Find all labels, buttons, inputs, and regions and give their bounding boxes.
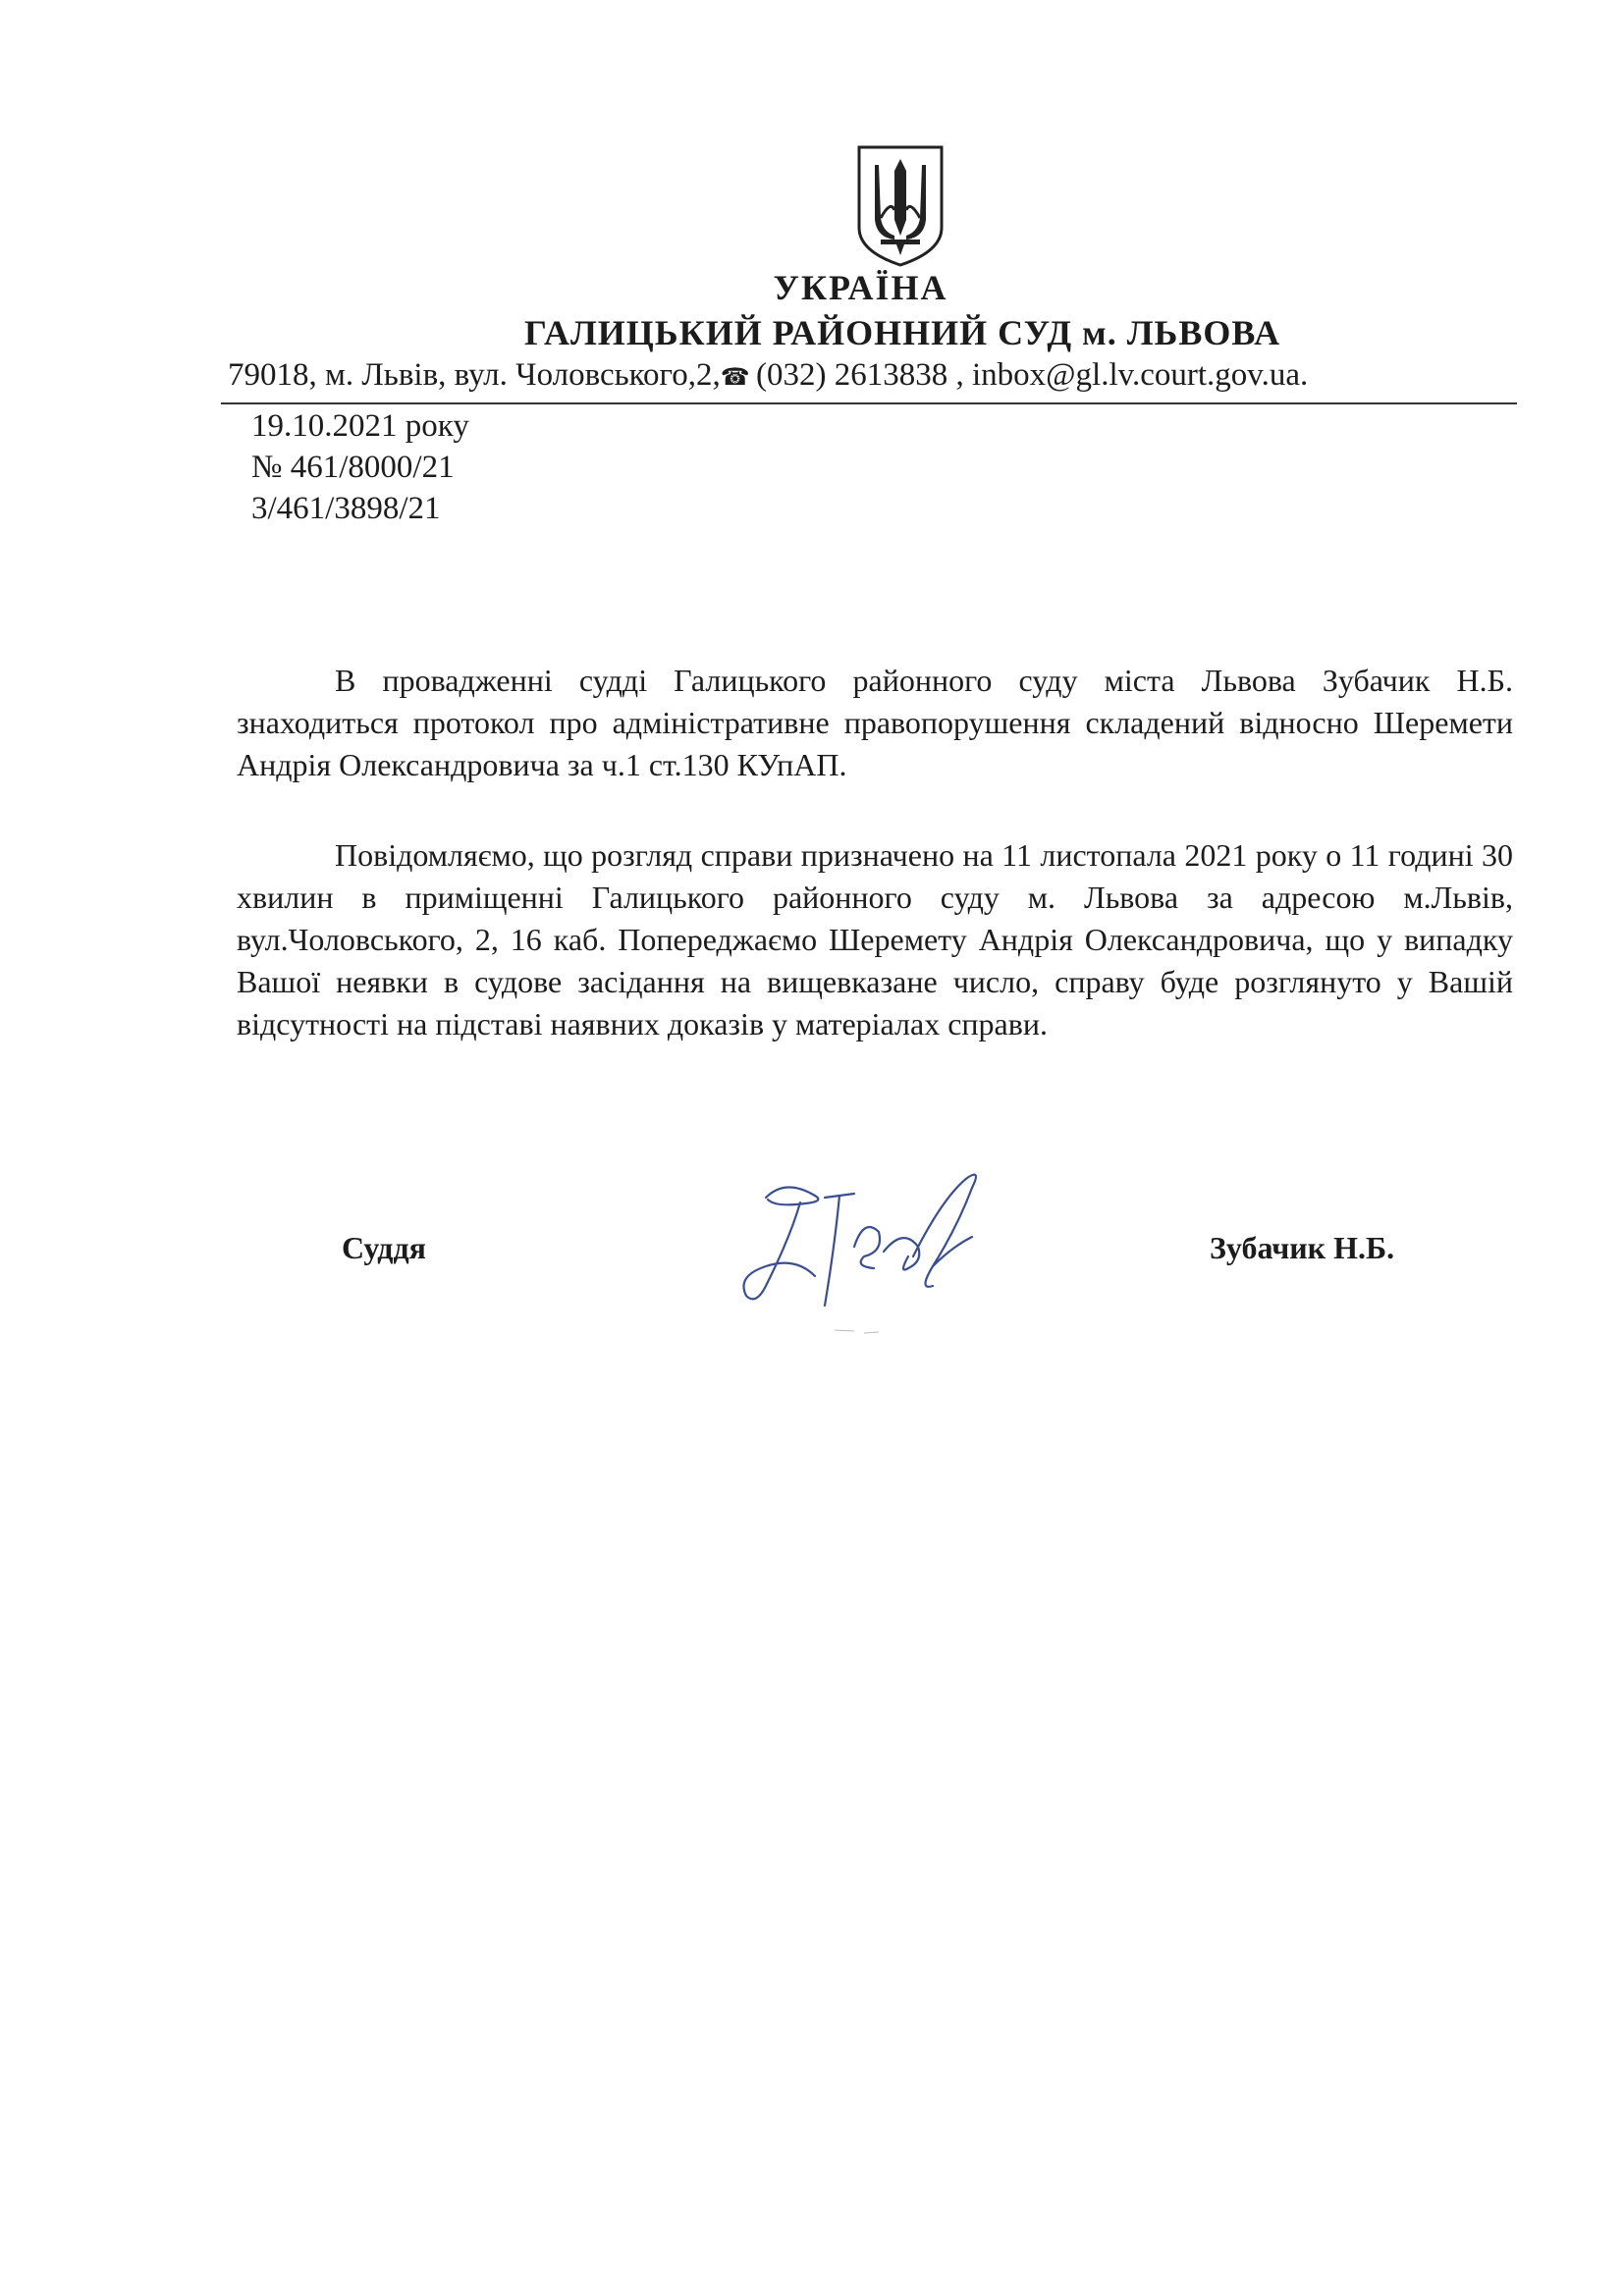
court-heading: ГАЛИЦЬКИЙ РАЙОННИЙ СУД м. ЛЬВОВА (524, 313, 1281, 352)
handwritten-signature (707, 1158, 1021, 1355)
court-address: 79018, м. Львів, вул. Чоловського,2, (228, 357, 721, 393)
header-divider (221, 402, 1517, 404)
telephone-icon: ☎ (720, 363, 750, 391)
court-phone-email: (032) 2613838 , inbox@gl.lv.court.gov.ua. (747, 357, 1309, 393)
body-paragraph-2: Повідомляємо, що розгляд справи призначено на 11 листопала 2021 року о 11 годині 30 хвилин в приміщенні Галицького районного суду м. Львова за адресою м.Львів, вул.Чоловського, 2, 16 каб. Попереджаємо Шеремету Андрія Олександровича, що у випадку Вашої неявки в судове засідання на вищевказане число, справу буде розглянуто у Вашій відсутності на підставі наявних доказів у матеріалах справи. (237, 837, 1513, 1041)
case-number: 3/461/3898/21 (251, 491, 441, 526)
signature-role: Суддя (342, 1230, 426, 1265)
court-contact-line (228, 357, 1308, 394)
tryzub-emblem-icon (851, 141, 949, 269)
country-heading: УКРАЇНА (773, 268, 948, 307)
letter-date: 19.10.2021 року (251, 408, 469, 444)
judge-name: Зубачик Н.Б. (1210, 1230, 1395, 1265)
body-paragraph-1: В провадженні судді Галицького районного суду міста Львова Зубачик Н.Б. знаходиться протокол про адміністративне правопорушення складений відносно Шеремети Андрія Олександровича за ч.1 ст.130 КУпАП. (237, 663, 1513, 782)
outgoing-number: № 461/8000/21 (251, 450, 455, 485)
